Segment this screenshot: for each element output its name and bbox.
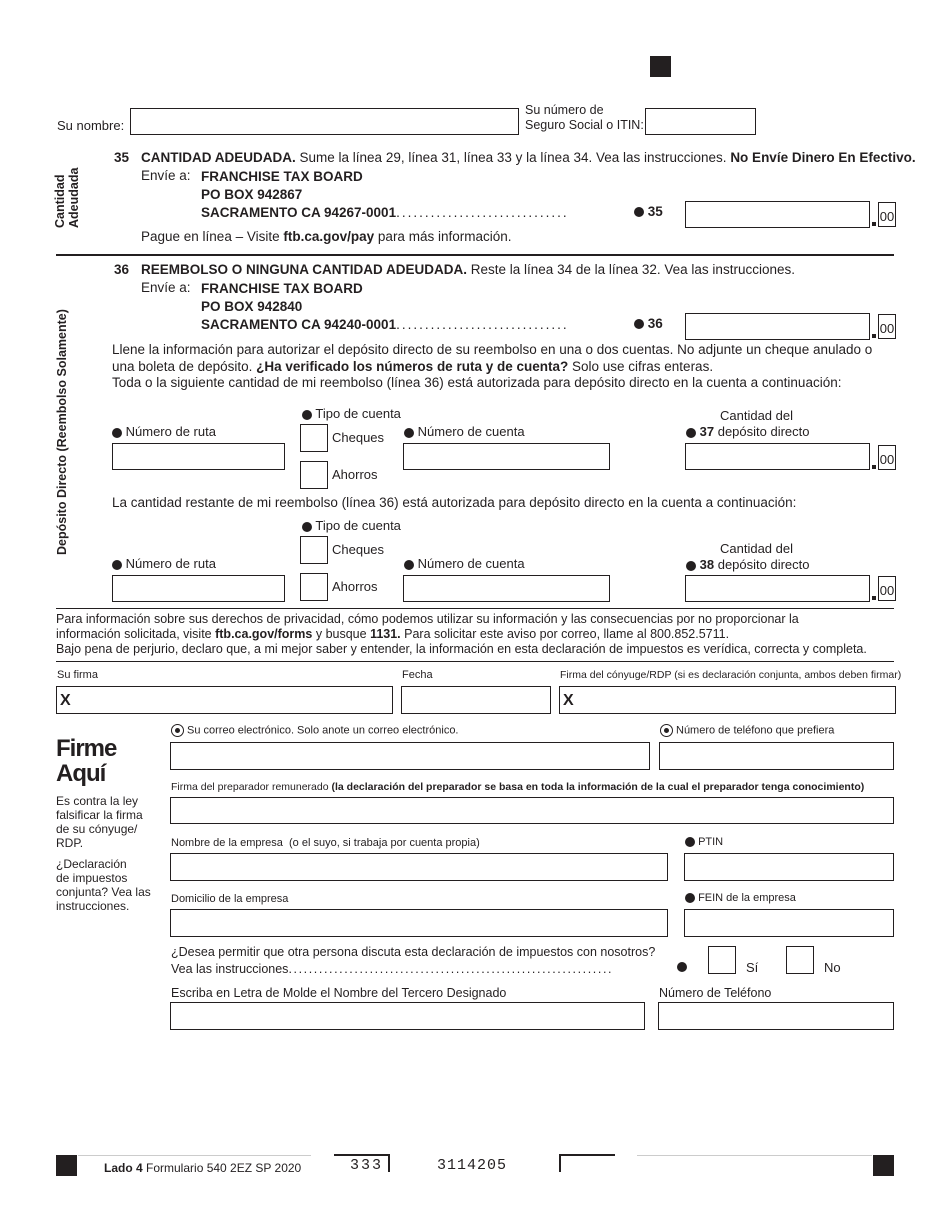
line35-amount-input[interactable] bbox=[685, 201, 870, 228]
warning-line: falsificar la firma bbox=[56, 808, 143, 822]
joint-line: instrucciones. bbox=[56, 899, 130, 913]
bullet-icon bbox=[404, 428, 414, 438]
designee-phone-label: Número de Teléfono bbox=[659, 986, 772, 1000]
line38-amount-label bbox=[686, 541, 810, 573]
fein-input[interactable] bbox=[684, 909, 894, 937]
footer-form bbox=[104, 1161, 301, 1175]
checking-checkbox-2[interactable] bbox=[300, 536, 328, 564]
routing-input-2[interactable] bbox=[112, 575, 285, 602]
your-signature-label: Su firma bbox=[57, 669, 98, 681]
line38-cents: 00 bbox=[878, 576, 896, 601]
line36-addr2: PO BOX 942840 bbox=[201, 299, 303, 314]
your-signature-input[interactable] bbox=[56, 686, 393, 714]
bullet-icon bbox=[686, 561, 696, 571]
line36-addr3: SACRAMENTO CA 94240-0001 bbox=[201, 317, 397, 332]
joint-line: de impuestos bbox=[56, 871, 128, 885]
ssn-label-line2: Seguro Social o ITIN: bbox=[525, 118, 644, 132]
date-label: Fecha bbox=[402, 669, 433, 681]
routing-label bbox=[112, 424, 216, 439]
ssn-input[interactable] bbox=[645, 108, 756, 135]
radio-selected-icon[interactable] bbox=[660, 724, 673, 737]
x-mark: X bbox=[60, 692, 71, 709]
pay-online-post: para más información. bbox=[377, 229, 512, 244]
section-divider bbox=[56, 254, 894, 256]
x-mark: X bbox=[563, 692, 574, 709]
third-party-no-checkbox[interactable] bbox=[786, 946, 814, 974]
line37-num: 37 bbox=[699, 424, 715, 439]
account-type-text: Tipo de cuenta bbox=[315, 518, 401, 533]
line35-cents: 00 bbox=[878, 202, 896, 227]
routing-text: Número de ruta bbox=[125, 556, 216, 571]
preparer-label bbox=[171, 781, 864, 793]
phone-label[interactable] bbox=[660, 724, 834, 737]
routing-label-2 bbox=[112, 556, 216, 571]
line36-cents: 00 bbox=[878, 314, 896, 339]
line37-cents: 00 bbox=[878, 445, 896, 470]
footer-form-name: Formulario 540 2EZ SP 2020 bbox=[146, 1161, 302, 1175]
line36-ref bbox=[634, 316, 663, 331]
savings-checkbox[interactable] bbox=[300, 461, 328, 489]
account-input-2[interactable] bbox=[403, 575, 610, 602]
line35-send-to: Envíe a: bbox=[141, 168, 191, 183]
footer-line bbox=[78, 1155, 311, 1156]
amount-due-side-label-2: Adeudada bbox=[67, 167, 81, 228]
footer-bracket bbox=[559, 1154, 615, 1156]
decimal-point bbox=[872, 334, 876, 338]
decimal-point bbox=[872, 222, 876, 226]
third-party-line2: Vea las instrucciones bbox=[171, 962, 289, 976]
privacy-notice bbox=[56, 612, 867, 657]
joint-line: conjunta? Vea las bbox=[56, 885, 151, 899]
spouse-signature-label: Firma del cónyuge/RDP (si es declaración conjunta, ambos deben firmar) bbox=[560, 669, 902, 681]
bullet-icon bbox=[634, 319, 644, 329]
firm-name-label: Nombre de la empresa (o el suyo, si trabaja por cuenta propia) bbox=[171, 837, 480, 849]
footer-code1: 333 bbox=[350, 1157, 384, 1174]
line35-title: CANTIDAD ADEUDADA. bbox=[141, 150, 296, 165]
deposit-intro-2-post: Solo use cifras enteras. bbox=[572, 358, 714, 374]
bullet-icon bbox=[634, 207, 644, 217]
registration-mark-top bbox=[650, 56, 671, 77]
bullet-icon bbox=[112, 560, 122, 570]
footer-code2: 3114205 bbox=[437, 1157, 508, 1174]
remaining-text: La cantidad restante de mi reembolso (línea 36) está autorizada para depósito directo en la cuenta a continuación: bbox=[112, 495, 797, 510]
warning-line: Es contra la ley bbox=[56, 794, 139, 808]
bullet-icon bbox=[686, 428, 696, 438]
third-party-yes-checkbox[interactable] bbox=[708, 946, 736, 974]
third-party-question bbox=[171, 944, 655, 978]
line37-amount-input[interactable] bbox=[685, 443, 870, 470]
account-type-label bbox=[302, 406, 401, 421]
deposit-intro bbox=[112, 342, 872, 392]
phone-label-text: Número de teléfono que prefiera bbox=[676, 724, 835, 737]
checking-label-2: Cheques bbox=[332, 542, 385, 557]
joint-note bbox=[56, 857, 151, 913]
ptin-text: PTIN bbox=[698, 836, 724, 848]
preparer-pre: Firma del preparador remunerado bbox=[171, 781, 329, 793]
line36-title: REEMBOLSO O NINGUNA CANTIDAD ADEUDADA. bbox=[141, 262, 467, 277]
email-label[interactable] bbox=[171, 724, 459, 737]
privacy-link[interactable]: ftb.ca.gov/forms bbox=[215, 627, 313, 641]
spouse-signature-input[interactable] bbox=[559, 686, 896, 714]
amount-label-1: Cantidad del bbox=[720, 541, 793, 556]
footer-bracket bbox=[559, 1154, 561, 1172]
designee-phone-input[interactable] bbox=[658, 1002, 894, 1030]
pay-online bbox=[141, 229, 511, 244]
deposit-intro-2-pre: una boleta de depósito. bbox=[112, 358, 253, 374]
privacy-line3: Bajo pena de perjurio, declaro que, a mi mejor saber y entender, la información en esta declaración de impuestos es verídica, correcta y completa. bbox=[56, 642, 867, 656]
warning-line: RDP. bbox=[56, 836, 84, 850]
line35-number: 35 bbox=[114, 150, 130, 165]
bullet-icon bbox=[685, 837, 695, 847]
checking-label: Cheques bbox=[332, 430, 385, 445]
line36-text bbox=[141, 262, 795, 277]
amount-due-side-label bbox=[53, 168, 81, 228]
sign-here-1: Firme bbox=[56, 735, 117, 762]
bullet-icon bbox=[302, 522, 312, 532]
savings-label-2: Ahorros bbox=[332, 579, 378, 594]
firm-address-label: Domicilio de la empresa bbox=[171, 893, 289, 905]
pay-online-pre: Pague en línea – Visite bbox=[141, 229, 280, 244]
ptin-input[interactable] bbox=[684, 853, 894, 881]
account-label bbox=[404, 424, 525, 439]
registration-mark-bottom-left bbox=[56, 1155, 77, 1176]
line36-number: 36 bbox=[114, 262, 130, 277]
ssn-label-line1: Su número de bbox=[525, 103, 604, 117]
pay-online-link[interactable]: ftb.ca.gov/pay bbox=[283, 229, 375, 244]
preparer-bold: (la declaración del preparador se basa en toda la información de la cual el preparador tenga conocimiento) bbox=[331, 781, 865, 793]
third-party-leader: ................................................................ bbox=[288, 962, 614, 976]
bullet-icon bbox=[112, 428, 122, 438]
name-input[interactable] bbox=[130, 108, 519, 135]
line35-addr2: PO BOX 942867 bbox=[201, 187, 303, 202]
line36-send-to: Envíe a: bbox=[141, 280, 191, 295]
preparer-signature-input[interactable] bbox=[170, 797, 894, 824]
line35-cash-note: No Envíe Dinero En Efectivo. bbox=[730, 150, 916, 165]
line35-address bbox=[201, 168, 569, 222]
no-label: No bbox=[824, 960, 841, 975]
account-type-text: Tipo de cuenta bbox=[315, 406, 401, 421]
deposit-intro-2-bold: ¿Ha verificado los números de ruta y de cuenta? bbox=[256, 358, 569, 374]
deposit-intro-3: Toda o la siguiente cantidad de mi reembolso (línea 36) está autorizada para depósito directo en la cuenta a continuación: bbox=[112, 375, 842, 390]
footer-bracket bbox=[388, 1154, 390, 1172]
deposit-intro-1: Llene la información para autorizar el depósito directo de su reembolso en una o dos cuentas. No adjunte un cheque anulado o bbox=[112, 342, 873, 357]
line35-desc: Sume la línea 29, línea 31, línea 33 y la línea 34. Vea las instrucciones. bbox=[299, 150, 727, 165]
line36-leader: .............................. bbox=[396, 317, 569, 332]
line35-leader: .............................. bbox=[396, 205, 569, 220]
line38-amount-input[interactable] bbox=[685, 575, 870, 602]
email-label-text: Su correo electrónico. Solo anote un correo electrónico. bbox=[187, 724, 459, 737]
bullet-icon bbox=[685, 893, 695, 903]
savings-checkbox-2[interactable] bbox=[300, 573, 328, 601]
fein-label bbox=[685, 892, 796, 904]
privacy-line1: Para información sobre sus derechos de privacidad, cómo podemos utilizar su información y las consecuencias por no proporcionar la bbox=[56, 612, 799, 626]
joint-line: ¿Declaración bbox=[56, 857, 127, 871]
phone-input[interactable] bbox=[659, 742, 894, 770]
line36-desc: Reste la línea 34 de la línea 32. Vea las instrucciones. bbox=[470, 262, 795, 277]
privacy-line2-post: Para solicitar este aviso por correo, llame al 800.852.5711. bbox=[404, 627, 730, 641]
designee-name-label: Escriba en Letra de Molde el Nombre del Tercero Designado bbox=[171, 986, 507, 1000]
ssn-label bbox=[525, 103, 644, 133]
amount-label-1: Cantidad del bbox=[720, 408, 793, 423]
line36-amount-input[interactable] bbox=[685, 313, 870, 340]
privacy-line2-pre: información solicitada, visite bbox=[56, 627, 212, 641]
direct-deposit-side-label: Depósito Directo (Reembolso Solamente) bbox=[55, 309, 69, 555]
bullet-icon bbox=[302, 410, 312, 420]
account-text: Número de cuenta bbox=[417, 556, 525, 571]
yes-label: Sí bbox=[746, 960, 759, 975]
name-label: Su nombre: bbox=[57, 118, 125, 133]
radio-selected-icon[interactable] bbox=[171, 724, 184, 737]
sign-here-2: Aquí bbox=[56, 760, 106, 787]
line36-address bbox=[201, 280, 569, 334]
email-input[interactable] bbox=[170, 742, 650, 770]
footer-line bbox=[637, 1155, 872, 1156]
privacy-line2-num: 1131. bbox=[370, 627, 401, 641]
account-type-label-2 bbox=[302, 518, 401, 533]
amount-label-2: depósito directo bbox=[717, 557, 810, 572]
divider bbox=[56, 661, 894, 662]
savings-label: Ahorros bbox=[332, 467, 378, 482]
firm-address-input[interactable] bbox=[170, 909, 668, 937]
routing-text: Número de ruta bbox=[125, 424, 216, 439]
account-input-1[interactable] bbox=[403, 443, 610, 470]
account-text: Número de cuenta bbox=[417, 424, 525, 439]
line36-addr1: FRANCHISE TAX BOARD bbox=[201, 281, 363, 296]
account-label-2 bbox=[404, 556, 525, 571]
checking-checkbox[interactable] bbox=[300, 424, 328, 452]
decimal-point bbox=[872, 465, 876, 469]
firm-name-input[interactable] bbox=[170, 853, 668, 881]
line35-addr3: SACRAMENTO CA 94267-0001 bbox=[201, 205, 397, 220]
date-input[interactable] bbox=[401, 686, 551, 714]
line38-num: 38 bbox=[699, 557, 715, 572]
designee-name-input[interactable] bbox=[170, 1002, 645, 1030]
warning-line: de su cónyuge/ bbox=[56, 822, 138, 836]
registration-mark-bottom-right bbox=[873, 1155, 894, 1176]
routing-input-1[interactable] bbox=[112, 443, 285, 470]
line36-ref-num: 36 bbox=[647, 316, 663, 331]
amount-due-side-label-1: Cantidad bbox=[53, 174, 67, 228]
signature-warning bbox=[56, 794, 143, 850]
footer-side: Lado 4 bbox=[104, 1161, 143, 1175]
privacy-line2-mid: y busque bbox=[315, 627, 367, 641]
line35-ref bbox=[634, 204, 663, 219]
amount-label-2: depósito directo bbox=[717, 424, 810, 439]
divider bbox=[56, 608, 894, 609]
ptin-label bbox=[685, 836, 723, 848]
third-party-line1: ¿Desea permitir que otra persona discuta esta declaración de impuestos con nosotros? bbox=[171, 945, 656, 959]
bullet-icon bbox=[404, 560, 414, 570]
line37-amount-label bbox=[686, 408, 810, 440]
line35-addr1: FRANCHISE TAX BOARD bbox=[201, 169, 363, 184]
footer-bracket bbox=[334, 1154, 390, 1156]
line35-text bbox=[141, 150, 916, 165]
decimal-point bbox=[872, 596, 876, 600]
sign-here bbox=[56, 736, 116, 786]
fein-text: FEIN de la empresa bbox=[698, 892, 796, 904]
line35-ref-num: 35 bbox=[647, 204, 663, 219]
bullet-icon bbox=[677, 962, 687, 972]
